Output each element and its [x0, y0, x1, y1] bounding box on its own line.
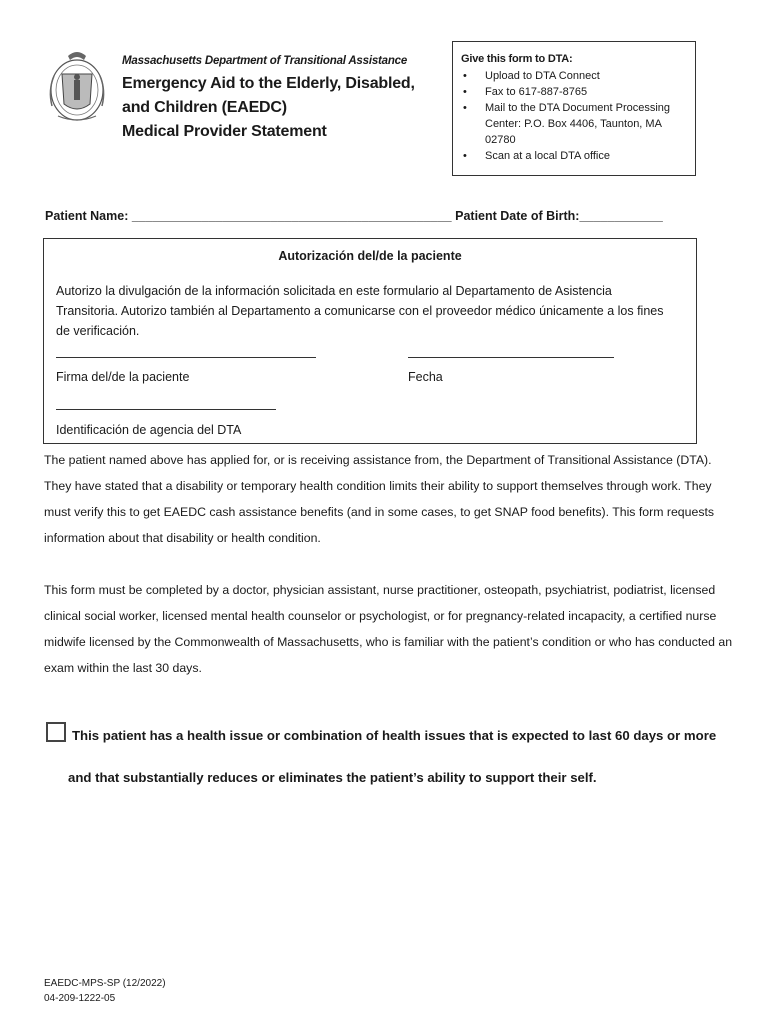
- patient-name-field[interactable]: ______________________________________________: [131, 209, 452, 223]
- patient-dob-field[interactable]: ____________: [579, 209, 663, 223]
- form-footer: [44, 976, 166, 1006]
- form-title: [122, 72, 415, 144]
- signature-date-field[interactable]: [408, 357, 614, 358]
- form-title-line: Medical Provider Statement: [122, 123, 327, 140]
- form-number: 04-209-1222-05: [44, 993, 116, 1004]
- list-item: • Fax to 617-887-8765: [461, 84, 687, 100]
- submission-instructions-title: Give this form to DTA:: [461, 53, 573, 65]
- patient-info-row: [45, 209, 663, 223]
- health-issue-checkbox[interactable]: [46, 722, 66, 742]
- patient-name-label: Patient Name:: [45, 209, 129, 223]
- list-item: • Scan at a local DTA office: [461, 148, 687, 164]
- form-code: EAEDC-MPS-SP (12/2022): [44, 978, 166, 989]
- form-title-line: and Children (EAEDC): [122, 99, 287, 116]
- provider-requirements-paragraph: This form must be completed by a doctor, physician assistant, nurse practitioner, osteopath, psychiatrist, podiatrist, licensed clinical social worker, licensed mental health counselor or psychologist, or for pregnancy-related incapacity, a certified nurse midwife licensed by the Commonwealth of Massachusetts, who is familiar with the patient’s condition or who has conducted an exam within the last 30 days.: [44, 583, 733, 675]
- agency-name: Massachusetts Department of Transitional Assistance: [122, 55, 408, 67]
- massachusetts-seal-icon: [44, 46, 110, 124]
- list-item: • Mail to the DTA Document Processing Center: P.O. Box 4406, Taunton, MA 02780: [461, 100, 687, 148]
- submission-methods-list: [461, 68, 687, 164]
- authorization-text: Autorizo la divulgación de la información solicitada en este formulario al Departamento de Asistencia Transitoria. Autorizo también al Departamento a comunicarse con el proveedor médico únicamente a los fines de verificación.: [56, 284, 664, 338]
- agency-id-field[interactable]: [56, 409, 276, 410]
- patient-signature-label: Firma del/de la paciente: [56, 370, 190, 384]
- checkbox-statement-line: and that substantially reduces or eliminates the patient’s ability to support their self.: [68, 770, 597, 785]
- signature-date-label: Fecha: [408, 370, 443, 384]
- form-title-line: Emergency Aid to the Elderly, Disabled,: [122, 75, 415, 92]
- patient-authorization-box: [43, 238, 697, 444]
- submission-instructions-box: [452, 41, 696, 176]
- authorization-title: Autorización del/de la paciente: [278, 249, 462, 263]
- patient-dob-label: Patient Date of Birth:: [455, 209, 580, 223]
- intro-paragraph: The patient named above has applied for, or is receiving assistance from, the Department of Transitional Assistance (DTA). They have stated that a disability or temporary health condition limits their ability to support themselves through work. They must verify this to get EAEDC cash assistance benefits (and in some cases, to get SNAP food benefits). This form requests information about that disability or health condition.: [44, 453, 715, 545]
- patient-signature-field[interactable]: [56, 357, 316, 358]
- list-item: • Upload to DTA Connect: [461, 68, 687, 84]
- agency-id-label: Identificación de agencia del DTA: [56, 423, 242, 437]
- checkbox-statement-line: This patient has a health issue or combination of health issues that is expected to last 60 days or more: [72, 728, 717, 743]
